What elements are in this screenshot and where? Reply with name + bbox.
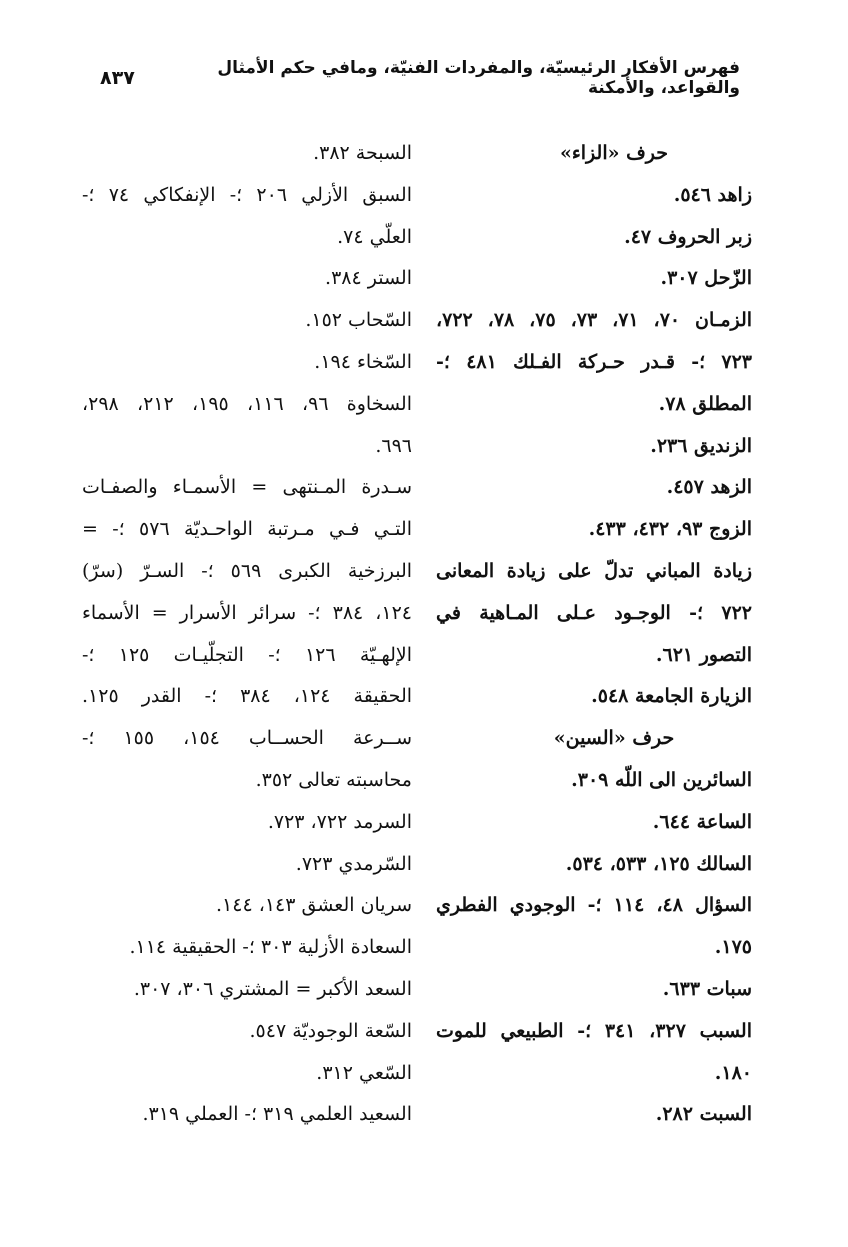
index-entry-line: السؤال ٤٨، ١١٤ ؛- الوجودي الفطري xyxy=(436,894,752,917)
index-entry-line: السخاوة ٩٦، ١١٦، ١٩٥، ٢١٢، ٢٩٨، xyxy=(82,392,412,415)
index-entry-line: الزّحل ٣٠٧. xyxy=(660,267,752,290)
index-entry-line: سـدرة المـنتهى = الأسمـاء والصفـات xyxy=(82,476,412,499)
index-entry-line: البرزخية الكبرى ٥٦٩ ؛- السـرّ (سرّ) xyxy=(82,559,412,582)
index-entry-line: الزمـان ٧٠، ٧١، ٧٣، ٧٥، ٧٨، ٧٢٢، xyxy=(436,309,752,332)
index-column-left xyxy=(82,133,412,1136)
running-header xyxy=(100,60,740,96)
index-entry-line: السبق الأزلي ٢٠٦ ؛- الإنفكاكي ٧٤ ؛- xyxy=(82,183,412,206)
section-heading: حرف «الزاء» xyxy=(559,142,669,164)
index-entry-line: السبب ٣٢٧، ٣٤١ ؛- الطبيعي للموت xyxy=(436,1019,752,1042)
index-entry-line: السالك ١٢٥، ٥٣٣، ٥٣٤. xyxy=(565,852,752,875)
index-entry-line: السرمد ٧٢٢، ٧٢٣. xyxy=(267,810,412,833)
index-entry-line: السعد الأكبر = المشتري ٣٠٦، ٣٠٧. xyxy=(133,977,412,1000)
index-entry-line: الحقيقة ١٢٤، ٣٨٤ ؛- القدر ١٢٥. xyxy=(82,685,412,708)
index-entry-line: السّرمدي ٧٢٣. xyxy=(295,852,412,875)
index-entry-line: ١٨٠. xyxy=(714,1061,752,1084)
index-entry-line: السعيد العلمي ٣١٩ ؛- العملي ٣١٩. xyxy=(142,1103,412,1126)
index-column-right xyxy=(436,133,752,1136)
index-entry-line: السّعة الوجوديّة ٥٤٧. xyxy=(249,1019,412,1042)
index-entry-line: زبر الحروف ٤٧. xyxy=(624,225,752,248)
page-number: ٨٣٧ xyxy=(100,67,135,89)
index-entry-line: زاهد ٥٤٦. xyxy=(673,183,752,206)
index-entry-line: السعادة الأزلية ٣٠٣ ؛- الحقيقية ١١٤. xyxy=(129,936,412,959)
index-entry-line: زيادة المباني تدلّ على زيادة المعانى xyxy=(436,559,752,582)
index-entry-line: ٧٢٢ ؛- الوجـود عـلى المـاهية في xyxy=(436,601,752,624)
index-entry-line: السبحة ٣٨٢. xyxy=(313,142,412,164)
index-entry-line: ٦٩٦. xyxy=(375,434,412,457)
index-entry-line: السبت ٢٨٢. xyxy=(655,1103,752,1126)
index-entry-line: الساعة ٦٤٤. xyxy=(652,810,752,833)
section-heading: حرف «السين» xyxy=(553,727,675,750)
header-title: فهرس الأفكار الرئيسيّة، والمفردات الفنيّة، ومافي حكم الأمثال والقواعد، والأمكنة xyxy=(217,58,740,98)
index-entry-line: السّخاء ١٩٤. xyxy=(314,350,412,373)
index-entry-line: التصور ٦٢١. xyxy=(655,643,752,666)
index-entry-line: ١٧٥. xyxy=(714,936,752,959)
index-entry-line: الستر ٣٨٤. xyxy=(325,267,412,290)
index-entry-line: سريان العشق ١٤٣، ١٤٤. xyxy=(215,894,412,917)
index-entry-line: سبات ٦٣٣. xyxy=(662,977,752,1000)
index-entry-line: الزوج ٩٣، ٤٣٢، ٤٣٣. xyxy=(588,518,752,541)
index-entry-line: الإلهـيّة ١٢٦ ؛- التجلّيـات ١٢٥ ؛- xyxy=(82,643,412,666)
index-entry-line: السائرين الى اللّه ٣٠٩. xyxy=(571,768,752,791)
index-entry-line: الزنديق ٢٣٦. xyxy=(650,434,752,457)
index-entry-line: السّعي ٣١٢. xyxy=(316,1061,412,1084)
index-entry-line: ٧٢٣ ؛- قـدر حـركة الفـلك ٤٨١ ؛- xyxy=(436,350,752,373)
index-entry-line: السّحاب ١٥٢. xyxy=(305,309,412,332)
index-entry-line: المطلق ٧٨. xyxy=(658,392,752,415)
index-entry-line: الزهد ٤٥٧. xyxy=(666,476,752,499)
index-entry-line: الزيارة الجامعة ٥٤٨. xyxy=(591,685,752,708)
index-entry-line: ســرعة الحســاب ١٥٤، ١٥٥ ؛- xyxy=(82,727,412,750)
index-entry-line: محاسبته تعالى ٣٥٢. xyxy=(255,768,412,791)
index-entry-line: العلّي ٧٤. xyxy=(337,225,412,248)
index-entry-line: التـي فـي مـرتبة الواحـديّة ٥٧٦ ؛- = xyxy=(82,518,412,541)
index-entry-line: ١٢٤، ٣٨٤ ؛- سرائر الأسرار = الأسماء xyxy=(82,601,412,624)
